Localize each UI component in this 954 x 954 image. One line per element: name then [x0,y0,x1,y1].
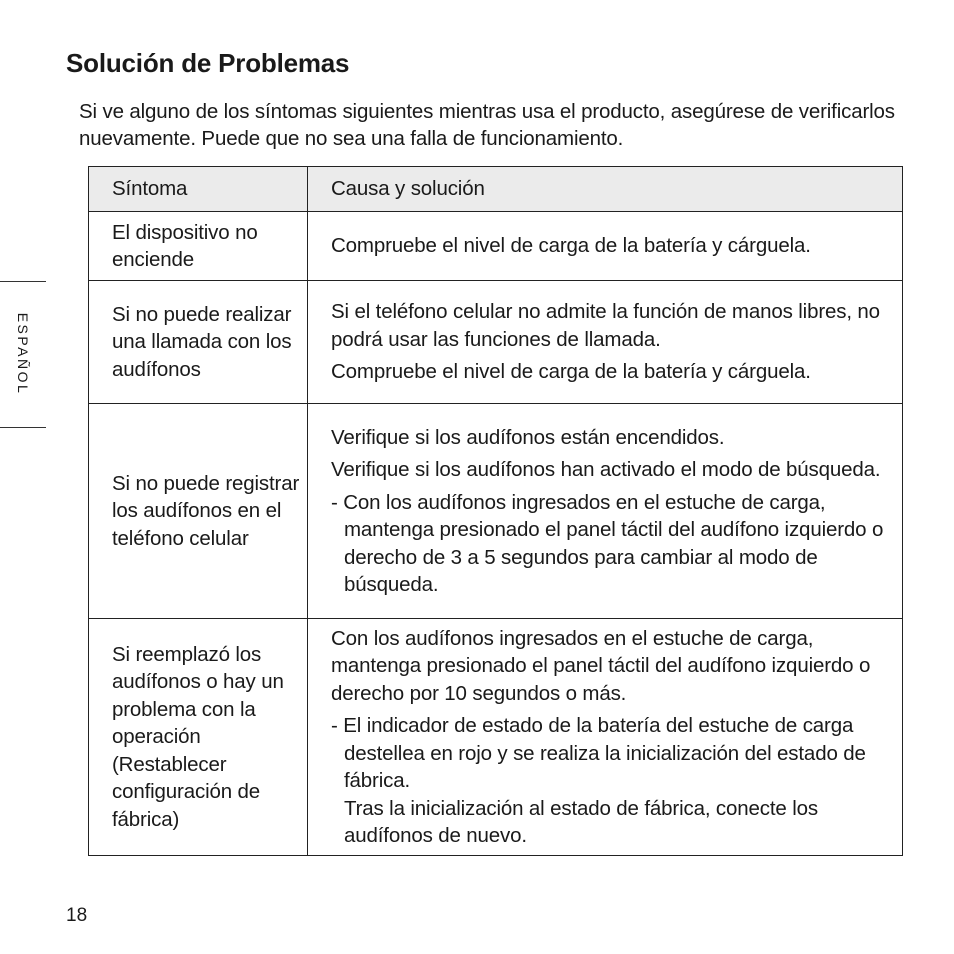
language-label: ESPAÑOL [15,312,31,396]
page-number: 18 [66,905,88,926]
symptom-cell: El dispositivo no enciende [89,212,308,281]
cause-continuation: Tras la inicialización al estado de fábrica, conecte los audífonos de nuevo. [344,796,818,847]
cause-text: Con los audífonos ingresados en el estuche de carga, mantenga presionado el panel táctil del audífono izquierdo o derecho por 10 segundos o más. [331,626,871,705]
cause-text: Compruebe el nivel de carga de la batería y cárguela. [331,360,811,384]
table-row [89,404,903,619]
header-symptom: Síntoma [89,167,308,212]
cause-text: Si el teléfono celular no admite la función de manos libres, no podrá usar las funciones de llamada. [331,300,880,351]
cause-cell [308,404,903,619]
table-row [89,619,903,856]
cause-cell [308,212,903,281]
cause-text: Compruebe el nivel de carga de la batería y cárguela. [331,234,811,258]
symptom-cell: Si no puede realizar una llamada con los audífonos [89,281,308,404]
cause-cell [308,619,903,856]
table-row [89,281,903,404]
troubleshooting-table [88,166,903,856]
language-side-tab [0,281,46,428]
symptom-cell: Si no puede registrar los audífonos en el teléfono celular [89,404,308,619]
symptom-cell: Si reemplazó los audífonos o hay un problema con la operación (Restablecer configuración de fábrica) [89,619,308,856]
cause-dash-item: - El indicador de estado de la batería del estuche de carga destellea en rojo y se realiza la inicialización del estado de fábrica. [331,714,866,792]
header-cause: Causa y solución [308,167,903,212]
table-row [89,212,903,281]
cause-text: Verifique si los audífonos están encendidos. [331,425,725,449]
table-header-row [89,167,903,212]
cause-cell [308,281,903,404]
cause-text: Verifique si los audífonos han activado el modo de búsqueda. [331,458,881,481]
intro-paragraph: Si ve alguno de los síntomas siguientes mientras usa el producto, asegúrese de verificarlos nuevamente. Puede que no sea una falla de funcionamiento. [79,100,895,150]
page-title: Solución de Problemas [66,48,350,78]
cause-dash-item: - Con los audífonos ingresados en el estuche de carga, mantenga presionado el panel táctil del audífono izquierdo o derecho de 3 a 5 segundos para cambiar al modo de búsqueda. [331,490,884,596]
